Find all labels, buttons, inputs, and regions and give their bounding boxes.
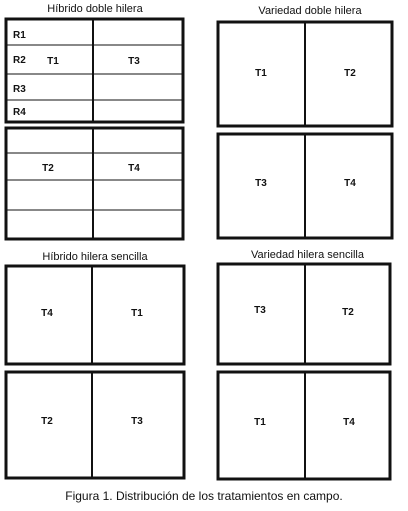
title-hibrido-doble: Híbrido doble hilera <box>47 3 143 15</box>
hd-bottom-plot <box>6 128 183 239</box>
treatment-label: T4 <box>41 308 53 319</box>
treatment-label: T3 <box>128 56 140 67</box>
treatment-label: T4 <box>343 417 355 428</box>
treatment-label: T1 <box>255 68 267 79</box>
treatment-label: T4 <box>128 163 140 174</box>
row-label-r2: R2 <box>13 55 26 66</box>
hd-top-plot <box>6 19 183 122</box>
title-hibrido-sencilla: Híbrido hilera sencilla <box>42 251 148 263</box>
row-label-r4: R4 <box>13 107 26 118</box>
title-variedad-sencilla: Variedad hilera sencilla <box>251 249 364 261</box>
treatment-label: T2 <box>41 416 53 427</box>
hs-bottom-plot <box>6 372 184 478</box>
treatment-label: T1 <box>131 308 143 319</box>
row-label-r3: R3 <box>13 84 26 95</box>
hs-top-plot <box>6 266 184 364</box>
treatment-label: T2 <box>342 307 354 318</box>
row-label-r1: R1 <box>13 30 26 41</box>
treatment-label: T2 <box>344 68 356 79</box>
title-variedad-doble: Variedad doble hilera <box>258 5 362 17</box>
figure-caption: Figura 1. Distribución de los tratamientos en campo. <box>65 489 343 503</box>
treatment-label: T2 <box>42 163 54 174</box>
treatment-label: T1 <box>47 56 59 67</box>
treatment-label: T3 <box>254 305 266 316</box>
treatment-label: T3 <box>131 416 143 427</box>
treatment-label: T4 <box>344 178 356 189</box>
treatment-label: T3 <box>255 178 267 189</box>
treatment-label: T1 <box>254 417 266 428</box>
